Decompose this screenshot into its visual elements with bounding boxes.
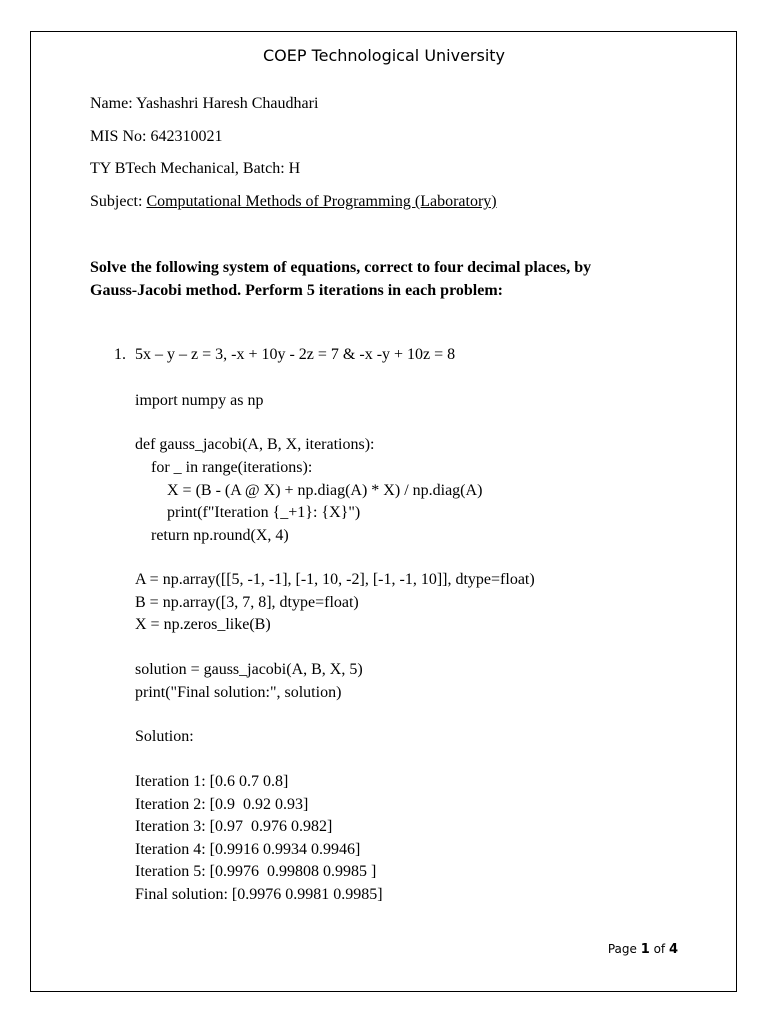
subject-prefix: Subject: (90, 193, 147, 210)
code-line: B = np.array([3, 7, 8], dtype=float) (135, 594, 359, 611)
output-line: Iteration 4: [0.9916 0.9934 0.9946] (135, 841, 361, 858)
output-line: Iteration 5: [0.9976 0.99808 0.9985 ] (135, 863, 377, 880)
code-line: print(f"Iteration {_+1}: {X}") (135, 504, 361, 521)
output-line: Iteration 3: [0.97 0.976 0.982] (135, 818, 333, 835)
code-line: return np.round(X, 4) (135, 527, 289, 544)
code-line: for _ in range(iterations): (135, 459, 313, 476)
code-line: solution = gauss_jacobi(A, B, X, 5) (135, 661, 363, 678)
student-class: TY BTech Mechanical, Batch: H (90, 160, 301, 177)
code-line: X = np.zeros_like(B) (135, 616, 271, 633)
subject-line (90, 192, 497, 212)
page-number-footer (608, 942, 678, 957)
code-line: A = np.array([[5, -1, -1], [-1, 10, -2], [-1, -1, 10]], dtype=float) (135, 571, 535, 588)
of-word: of (649, 942, 669, 956)
output-line: Iteration 2: [0.9 0.92 0.93] (135, 796, 309, 813)
page-current: 1 (640, 942, 650, 957)
problem-number: 1. (114, 346, 126, 363)
student-name: Name: Yashashri Haresh Chaudhari (90, 95, 319, 112)
code-line: X = (B - (A @ X) + np.diag(A) * X) / np.diag(A) (135, 482, 483, 499)
instructions-line-1: Solve the following system of equations, correct to four decimal places, by (90, 259, 592, 276)
subject-name: Computational Methods of Programming (Laboratory) (146, 193, 497, 210)
code-line: print("Final solution:", solution) (135, 684, 342, 701)
output-line: Final solution: [0.9976 0.9981 0.9985] (135, 886, 383, 903)
student-mis: MIS No: 642310021 (90, 128, 223, 145)
code-line: import numpy as np (135, 392, 264, 409)
problem-equation: 5x – y – z = 3, -x + 10y - 2z = 7 & -x -y + 10z = 8 (135, 346, 456, 363)
page-word: Page (607, 942, 641, 956)
output-line: Iteration 1: [0.6 0.7 0.8] (135, 773, 289, 790)
university-title: COEP Technological University (262, 46, 506, 65)
solution-heading: Solution: (135, 728, 194, 745)
page-total: 4 (668, 942, 678, 957)
instructions-line-2: Gauss-Jacobi method. Perform 5 iterations in each problem: (90, 282, 503, 299)
code-line: def gauss_jacobi(A, B, X, iterations): (135, 436, 375, 453)
